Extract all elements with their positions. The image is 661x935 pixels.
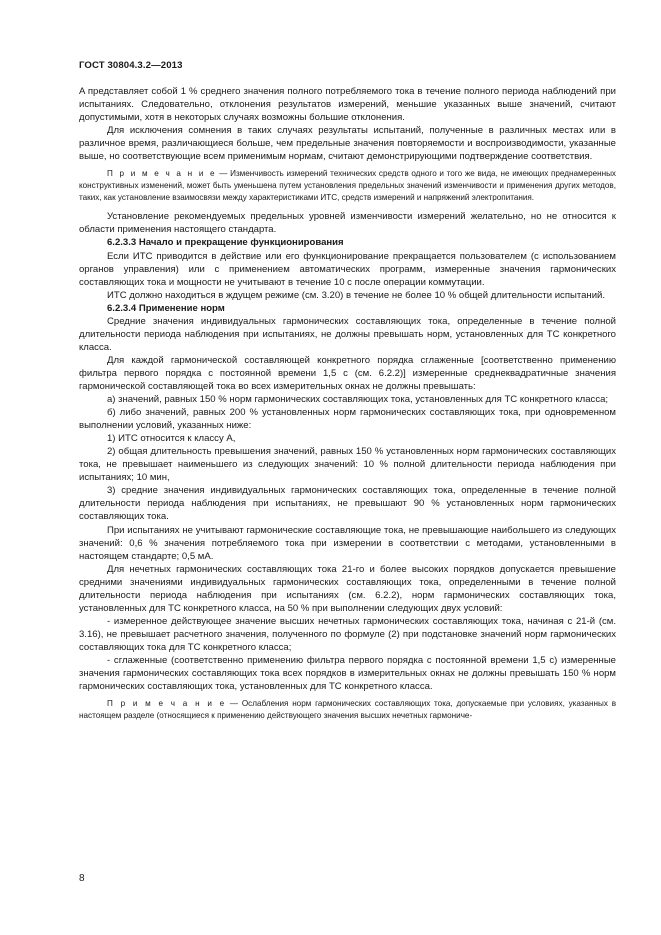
body-paragraph: б) либо значений, равных 200 % установленных норм гармонических составляющих тока, при одновременном выполнении условий, указанных ниже: (79, 407, 616, 432)
body-paragraph: При испытаниях не учитывают гармонические составляющие тока, не превышающие наибольшего из следующих значений: 0,6 % значения потребляемого тока при измерении в соответствии с методами, установленными в настоящем стандарте; 0,5 мА. (79, 524, 616, 562)
document-header: ГОСТ 30804.3.2—2013 (79, 60, 183, 71)
body-paragraph: - измеренное действующее значение высших нечетных гармонических составляющих тока, начиная с 21-й (см. 3.16), не превышает расчетного значения, полученного по формуле (2) при подстановке значений норм гармонических составляющих тока для ТС конкретного класса; (79, 615, 616, 653)
note-label: П р и м е ч а н и е (107, 169, 217, 179)
body-paragraph: 3) средние значения индивидуальных гармонических составляющих тока, определенные в течение полной длительности периода наблюдения при испытаниях, не превышают 90 % установленных норм гармонических составляющих тока. (79, 485, 616, 523)
body-paragraph: - сглаженные (соответственно применению фильтра первого порядка с постоянной времени 1,5 с) измеренные значения гармонических составляющих тока всех порядков в измерительных окнах не должны превышать 150 % норм гармонических составляющих тока, установленных для ТС конкретного класса. (79, 654, 616, 693)
body-paragraph: Если ИТС приводится в действие или его функционирование прекращается пользователем (с использованием органов управления) или с применением автоматических программ, измеренные значения гармонических составляющих тока и мощности не учитывают в течение 10 с после операции коммутации. (79, 250, 616, 288)
section-heading: 6.2.3.3 Начало и прекращение функционирования (107, 237, 344, 249)
body-paragraph: 1) ИТС относится к классу А, (107, 433, 236, 445)
page-number: 8 (79, 873, 85, 884)
body-paragraph: Для нечетных гармонических составляющих тока 21-го и более высоких порядков допускается превышение средними значениями индивидуальных гармонических составляющих тока, определенными в течение полной длительности периода наблюдения при испытаниях (см. 6.2.2), норм гармонических составляющих тока, установленных для ТС конкретного класса, на 50 % при выполнении следующих двух условий: (79, 563, 616, 614)
body-paragraph: 2) общая длительность превышения значений, равных 150 % установленных норм гармонических составляющих тока, не превышает наименьшего из следующих значений: 10 % полной длительности периода наблюдения при испытаниях; 10 мин, (79, 446, 616, 484)
note-label: П р и м е ч а н и е (107, 699, 227, 709)
note-paragraph (79, 698, 616, 721)
body-paragraph: ИТС должно находиться в ждущем режиме (см. 3.20) в течение не более 10 % общей длительности испытаний. (107, 289, 606, 301)
section-heading: 6.2.3.4 Применение норм (107, 302, 225, 314)
body-paragraph: Для исключения сомнения в таких случаях результаты испытаний, полученные в различных местах или в различное время, различающиеся больше, чем предельные значения повторяемости и воспроизводимости, указанные выше, но соответствующие всем применимым нормам, считают демонстрирующими подтверждение соответствия. (79, 125, 616, 163)
note-text: — Ослабления норм гармонических составляющих тока, допускаемые при условиях, указанных в настоящем разделе (относящиеся к применению действующего значения высших нечетных гармониче- (79, 699, 617, 720)
body-paragraph: Средние значения индивидуальных гармонических составляющих тока, определенные в течение полной длительности периода наблюдения при испытаниях, не должны превышать норм, установленных для ТС конкретного класса. (79, 315, 616, 353)
note-paragraph (79, 168, 616, 203)
document-body (79, 85, 616, 729)
body-paragraph: A представляет собой 1 % среднего значения полного потребляемого тока в течение полного периода наблюдений при испытаниях. Следовательно, отклонения результатов измерений, меньшие указанных выше значений, считают допустимыми, хотя в некоторых случаях возможны большие отклонения. (79, 86, 616, 124)
body-paragraph: а) значений, равных 150 % норм гармонических составляющих тока, установленных для ТС конкретного класса; (107, 394, 609, 406)
body-paragraph: Для каждой гармонической составляющей конкретного порядка сглаженные [соответственно применению фильтра первого порядка с постоянной времени 1,5 с (см. 6.2.2)] измеренные среднеквадратичные значения гармонической составляющей тока во всех измерительных окнах не должны превышать: (79, 354, 616, 392)
body-paragraph: Установление рекомендуемых предельных уровней изменчивости измерений желательно, но не относится к области применения настоящего стандарта. (79, 211, 616, 236)
note-text: — Изменчивость измерений технических средств одного и того же вида, не имеющих преднамеренных конструктивных изменений, может быть уменьшена путем установления предельных значений изменчивости и применения других методов, таких, как установление взаимосвязи между характеристиками ИТС, средств измерений и напряжений электропитания. (79, 169, 616, 202)
